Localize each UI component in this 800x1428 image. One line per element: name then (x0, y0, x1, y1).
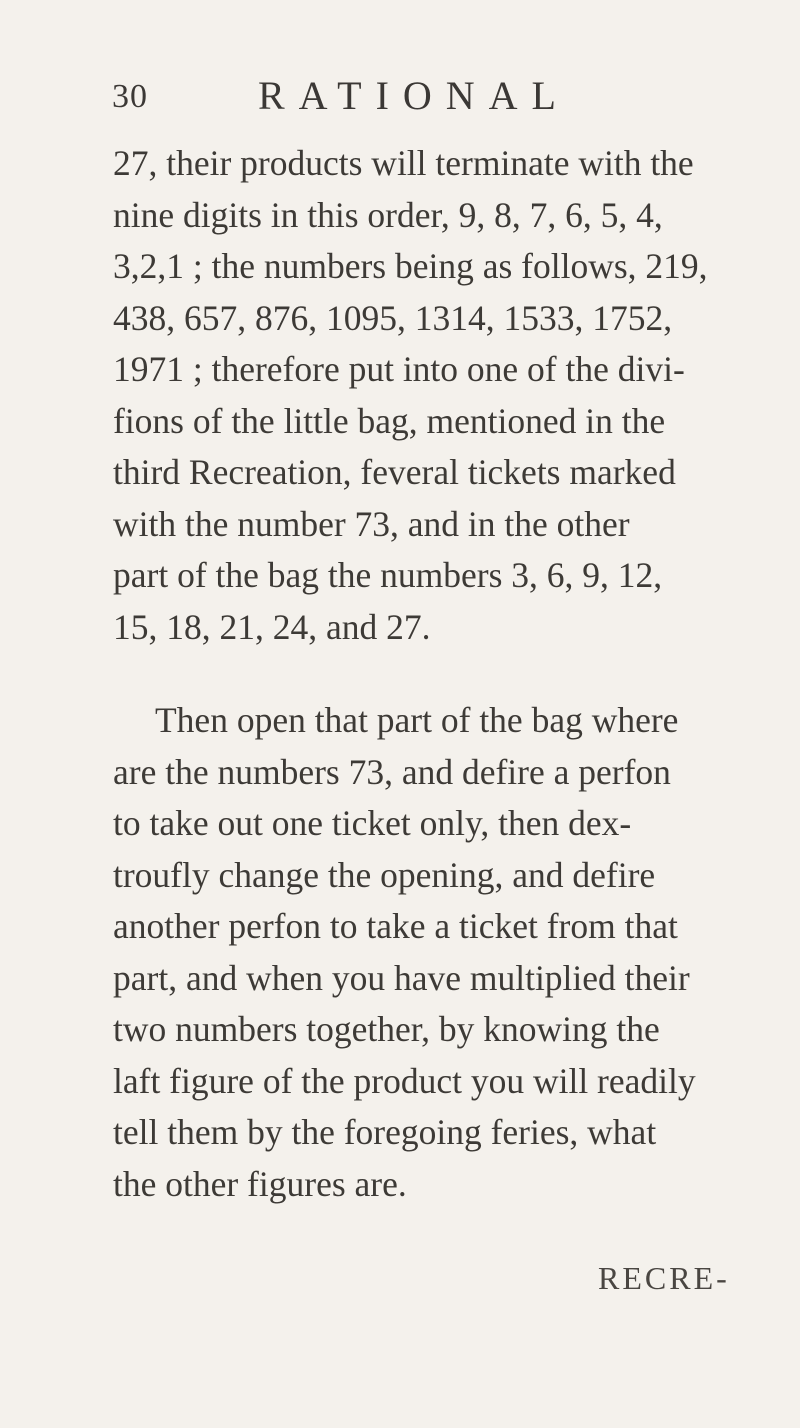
text-line: third Recreation, feveral tickets marked (113, 452, 676, 492)
text-line: nine digits in this order, 9, 8, 7, 6, 5, 4, (113, 194, 663, 235)
page-number: 30 (112, 78, 148, 115)
text-line: are the numbers 73, and defire a perfon (113, 751, 671, 792)
text-line: fions of the little bag, mentioned in the (113, 400, 666, 441)
text-line: tell them by the foregoing feries, what (113, 1112, 657, 1152)
body-text (113, 138, 773, 1210)
text-line: with the number 73, and in the other (113, 503, 630, 544)
text-line: 1971 ; therefore put into one of the divi- (113, 349, 685, 389)
page-header (112, 72, 752, 122)
text-line: troufly change the opening, and defire (113, 854, 656, 895)
text-line: the other figures are. (113, 1163, 407, 1204)
text-line: part of the bag the numbers 3, 6, 9, 12, (113, 555, 663, 595)
text-line: to take out one ticket only, then dex- (113, 803, 632, 843)
text-line: Then open that part of the bag where (155, 700, 679, 740)
running-head: RATIONAL (258, 73, 570, 118)
text-line: 27, their products will terminate with the (113, 143, 694, 183)
text-line: laft figure of the product you will readily (113, 1060, 696, 1101)
paragraph-gap (113, 653, 773, 695)
catchword: RECRE- (598, 1260, 730, 1296)
text-line: part, and when you have multiplied their (113, 957, 690, 998)
text-line: 15, 18, 21, 24, and 27. (113, 606, 431, 647)
paragraph-1 (113, 138, 773, 653)
text-line: 438, 657, 876, 1095, 1314, 1533, 1752, (113, 297, 673, 338)
paragraph-2 (113, 695, 773, 1210)
text-line: another perfon to take a ticket from that (113, 906, 678, 946)
text-line: 3,2,1 ; the numbers being as follows, 219, (113, 246, 708, 286)
text-line: two numbers together, by knowing the (113, 1009, 660, 1049)
